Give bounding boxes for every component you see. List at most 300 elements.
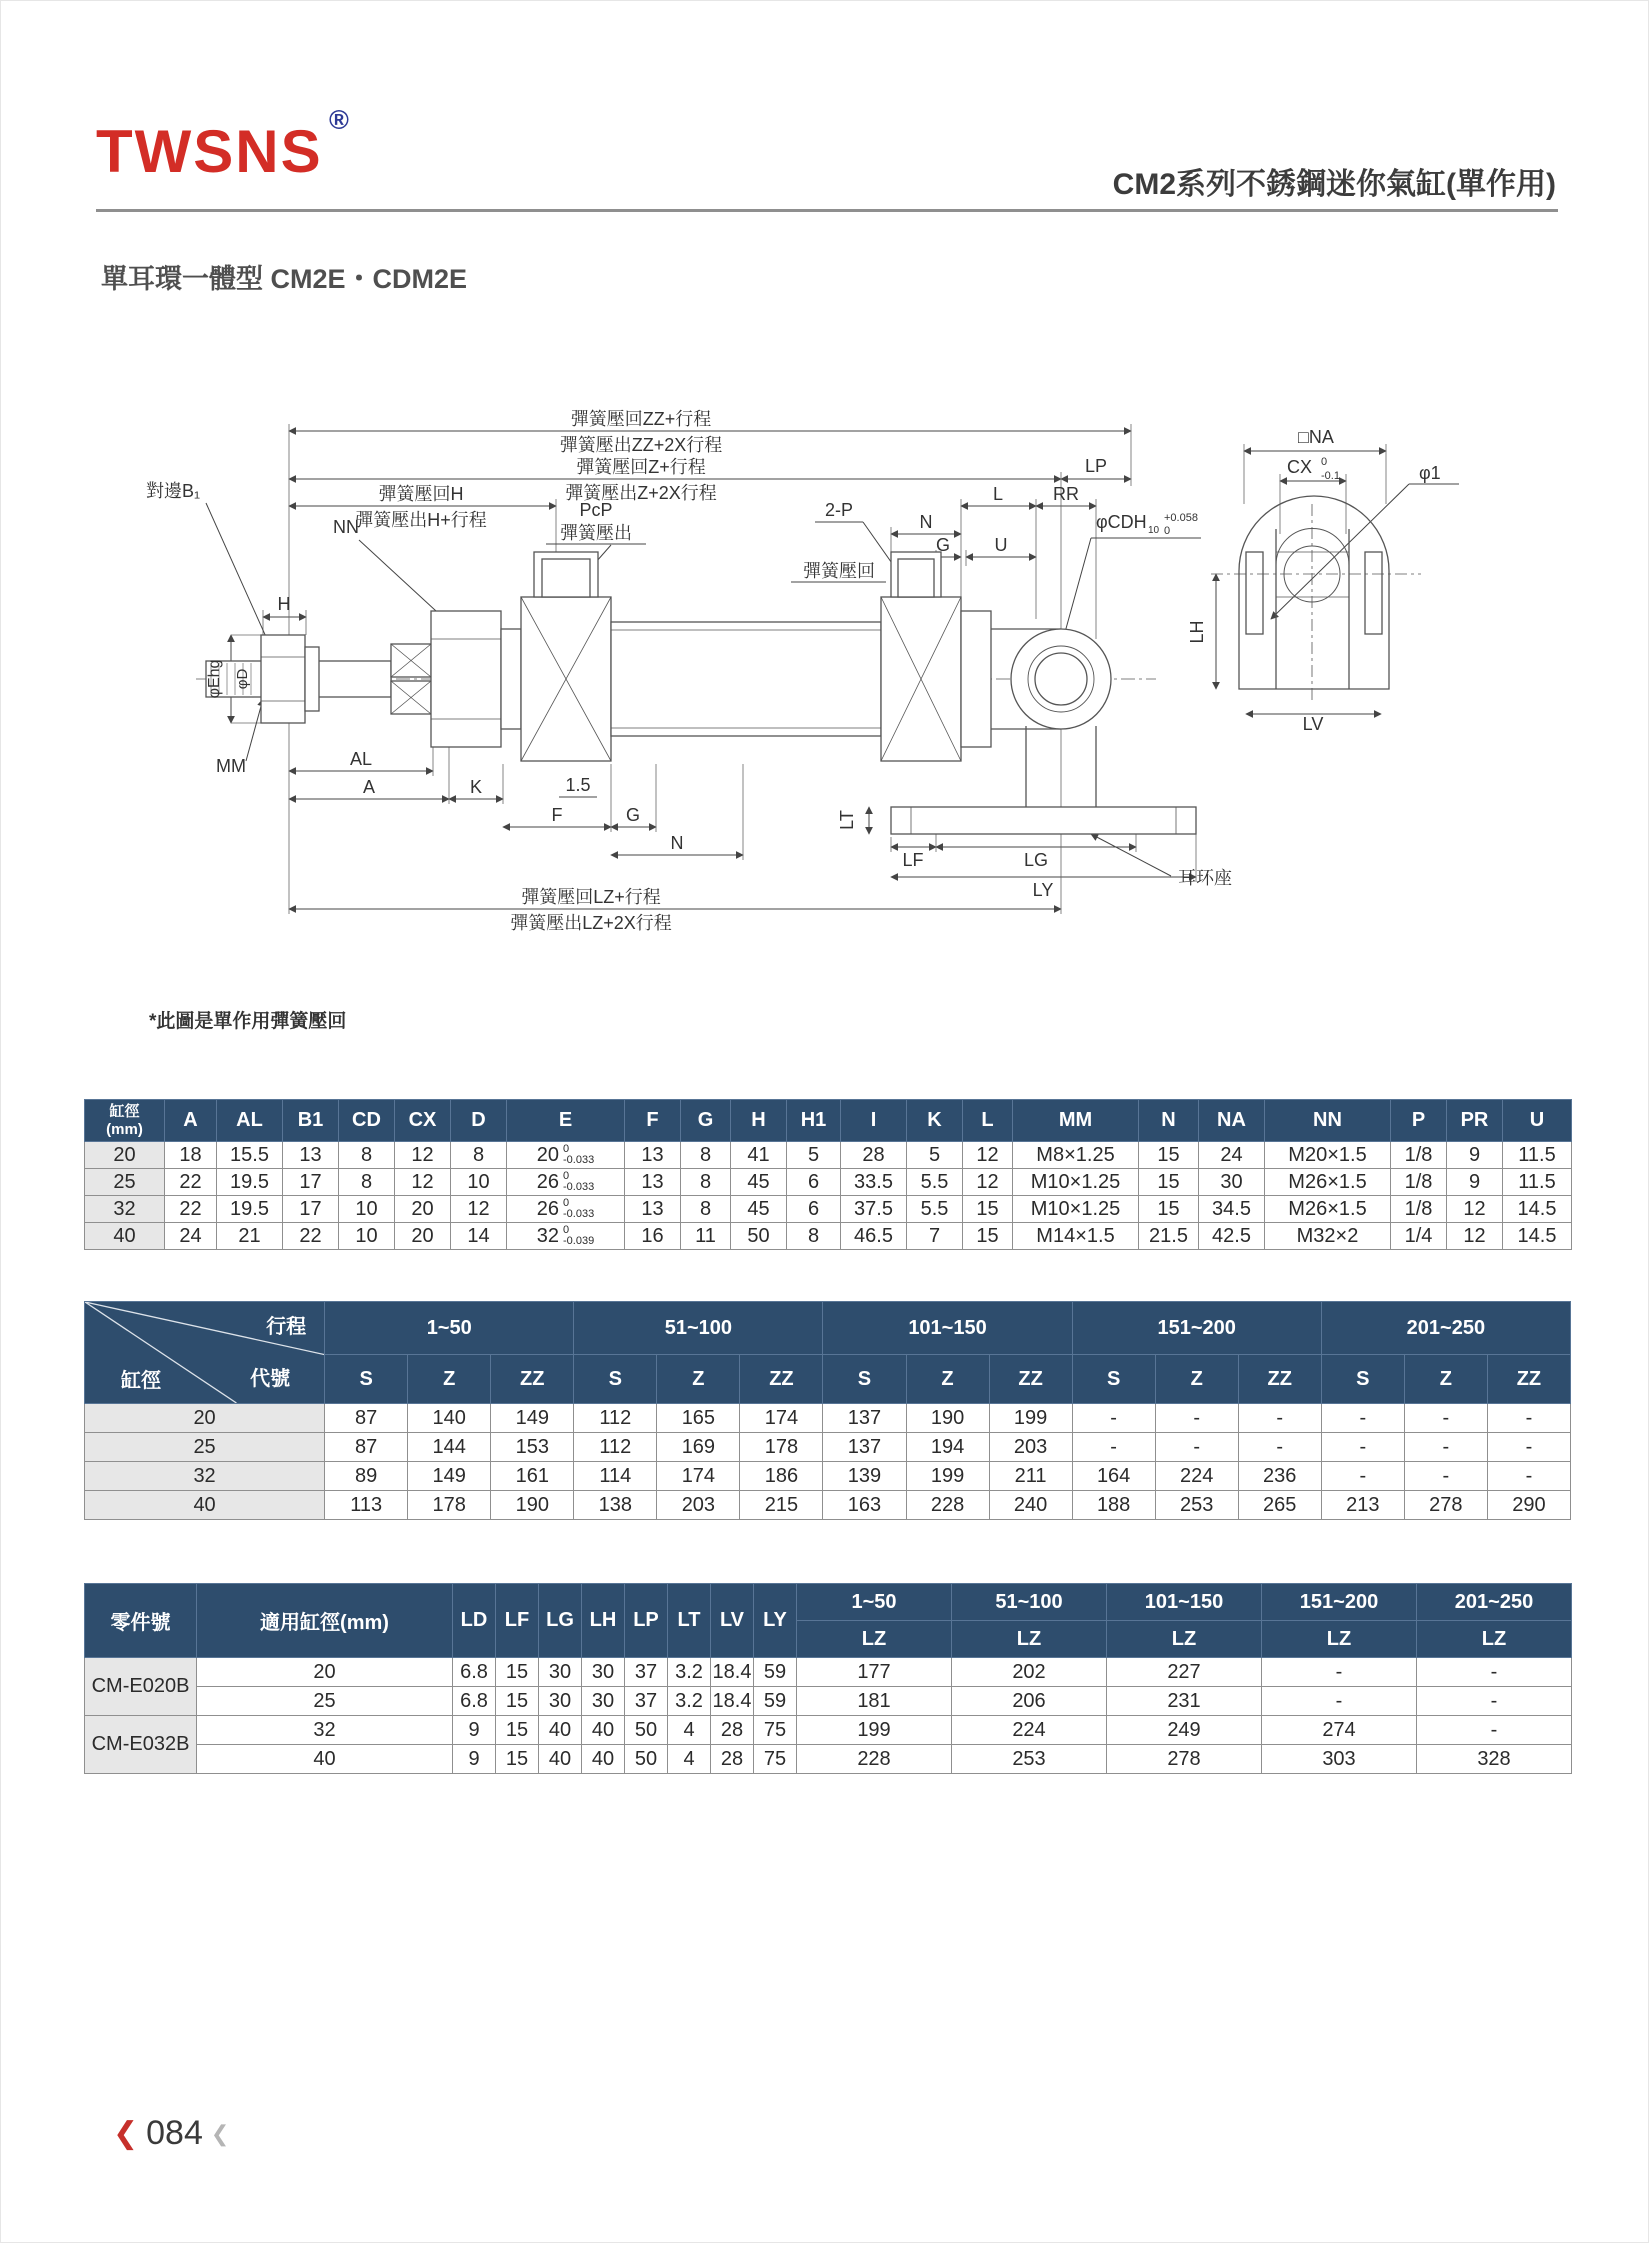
table-cell: 17 [283, 1196, 339, 1223]
column-header: K [907, 1100, 963, 1142]
page-footer [113, 2114, 229, 2153]
table-cell: 328 [1417, 1745, 1572, 1774]
table-cell: 181 [797, 1687, 952, 1716]
column-header: PR [1447, 1100, 1503, 1142]
table-cell: 161 [491, 1462, 574, 1491]
table-cell: 224 [1155, 1462, 1238, 1491]
table-cell: 1/4 [1391, 1223, 1447, 1250]
table-cell: 227 [1107, 1658, 1262, 1687]
table-cell: 190 [491, 1491, 574, 1520]
dim-label-h-return: 彈簧壓回H [378, 484, 464, 504]
table-header-row [85, 1100, 1572, 1142]
table-cell: 37 [625, 1658, 668, 1687]
stroke-range-header: 101~150 [1107, 1584, 1262, 1621]
subheader: Z [1155, 1355, 1238, 1404]
table-cell: 28 [711, 1716, 754, 1745]
table-row [85, 1745, 1572, 1774]
dim-label-2p: 2-P [824, 500, 854, 520]
table-cell: 206 [952, 1687, 1107, 1716]
table-cell: 165 [657, 1404, 740, 1433]
stroke-code-table [84, 1301, 1571, 1520]
column-header: A [165, 1100, 217, 1142]
brand-logo: TWSNS [96, 118, 323, 185]
stroke-range-header: 201~250 [1417, 1584, 1572, 1621]
table-cell: 22 [165, 1169, 217, 1196]
table-cell: 199 [797, 1716, 952, 1745]
table-cell: 40 [582, 1716, 625, 1745]
table-cell: 40 [539, 1716, 582, 1745]
table-cell: - [1238, 1404, 1321, 1433]
column-header: H [731, 1100, 787, 1142]
table-row [85, 1658, 1572, 1687]
model-subtitle: 單耳環一體型 CM2E・CDM2E [101, 264, 468, 294]
table-cell: 4 [668, 1716, 711, 1745]
column-header: F [625, 1100, 681, 1142]
subheader: ZZ [1238, 1355, 1321, 1404]
part-number-table [84, 1583, 1572, 1774]
table-cell: 12 [395, 1169, 451, 1196]
dim-label-n-bot: N [670, 833, 684, 853]
column-header: LF [496, 1584, 539, 1658]
table-cell: 30 [582, 1687, 625, 1716]
table-cell: - [1321, 1433, 1404, 1462]
table-cell: 149 [408, 1462, 491, 1491]
stroke-range-header: 151~200 [1262, 1584, 1417, 1621]
table-cell: 40 [582, 1745, 625, 1774]
table-cell: 46.5 [841, 1223, 907, 1250]
table-cell: 20 [395, 1196, 451, 1223]
table-cell: 20 [197, 1658, 453, 1687]
table-cell: 50 [731, 1223, 787, 1250]
dim-label-z-extend: 彈簧壓出Z+2X行程 [565, 483, 717, 503]
table-cell: 32 [197, 1716, 453, 1745]
table-cell: 30 [539, 1658, 582, 1687]
table-cell: 1/8 [1391, 1169, 1447, 1196]
stroke-range-header: 1~50 [797, 1584, 952, 1621]
dim-label-cx-bot: -0.1 [1321, 470, 1340, 482]
table-cell: 40 [197, 1745, 453, 1774]
subheader: S [1321, 1355, 1404, 1404]
table-cell: 153 [491, 1433, 574, 1462]
table-cell: 6 [787, 1196, 841, 1223]
table-cell: 37 [625, 1687, 668, 1716]
subheader-lz: LZ [952, 1621, 1107, 1658]
subheader: S [1072, 1355, 1155, 1404]
table-row [85, 1716, 1572, 1745]
table-cell: 11.5 [1503, 1142, 1572, 1169]
table-cell: 13 [625, 1142, 681, 1169]
table-cell: 178 [740, 1433, 823, 1462]
registered-trademark-icon: ® [329, 105, 349, 135]
table-cell: 8 [787, 1223, 841, 1250]
table-cell: - [1321, 1404, 1404, 1433]
table-cell: 8 [451, 1142, 507, 1169]
dim-label-lp: LP [1084, 456, 1108, 476]
diagonal-corner-cell [85, 1302, 325, 1404]
table-cell: CM-E032B [85, 1716, 197, 1774]
subheader: Z [1404, 1355, 1487, 1404]
table-cell: 40 [85, 1223, 165, 1250]
table-cell: 4 [668, 1745, 711, 1774]
table-cell: 10 [339, 1196, 395, 1223]
table-cell: 17 [283, 1169, 339, 1196]
column-header: U [1503, 1100, 1572, 1142]
table-cell: 30 [539, 1687, 582, 1716]
table-cell: 174 [740, 1404, 823, 1433]
table-cell: 265 [1238, 1491, 1321, 1520]
column-header: LH [582, 1584, 625, 1658]
dim-label-lt: LT [837, 810, 857, 830]
table-cell: 89 [325, 1462, 408, 1491]
table-cell: 213 [1321, 1491, 1404, 1520]
subheader: S [574, 1355, 657, 1404]
table-cell: 45 [731, 1196, 787, 1223]
table-cell: - [1417, 1716, 1572, 1745]
column-header-part: 零件號 [85, 1584, 197, 1658]
table-cell: 25 [197, 1687, 453, 1716]
subheader-lz: LZ [797, 1621, 952, 1658]
table-cell: 75 [754, 1745, 797, 1774]
dim-label-spring-out: 彈簧壓出 [560, 523, 632, 543]
table-cell: - [1155, 1433, 1238, 1462]
dim-label-g-bot: G [625, 805, 641, 825]
subheader-lz: LZ [1417, 1621, 1572, 1658]
table-cell: 50 [625, 1716, 668, 1745]
stroke-range-header: 201~250 [1321, 1302, 1570, 1355]
table-cell: M32×2 [1265, 1223, 1391, 1250]
column-header: LV [711, 1584, 754, 1658]
dim-label-side-b: 對邊B₁ [146, 481, 201, 501]
table-cell: 32 [85, 1196, 165, 1223]
table-cell: 253 [952, 1745, 1107, 1774]
column-header: E [507, 1100, 625, 1142]
table-header-row [85, 1302, 1571, 1355]
table-cell: 40 [85, 1491, 325, 1520]
table-cell: 15.5 [217, 1142, 283, 1169]
column-header: H1 [787, 1100, 841, 1142]
table-row [85, 1169, 1572, 1196]
table-cell: 138 [574, 1491, 657, 1520]
table-cell: 26 0 -0.033 [507, 1196, 625, 1223]
table-cell: M14×1.5 [1013, 1223, 1139, 1250]
table-cell: 224 [952, 1716, 1107, 1745]
dim-label-cdh-bot: 0 [1164, 525, 1171, 537]
table-cell: 1/8 [1391, 1196, 1447, 1223]
dim-label-k: K [469, 777, 483, 797]
corner-stroke-label: 行程 [266, 1316, 307, 1338]
table-row [85, 1404, 1571, 1433]
dim-label-cx: CX [1287, 457, 1313, 477]
table-row [85, 1196, 1572, 1223]
table-cell: 24 [1199, 1142, 1265, 1169]
table-cell: 144 [408, 1433, 491, 1462]
table-cell: 41 [731, 1142, 787, 1169]
table-cell: 7 [907, 1223, 963, 1250]
column-header: G [681, 1100, 731, 1142]
page-number: 084 [146, 2114, 203, 2152]
table-cell: 5 [907, 1142, 963, 1169]
table-cell: 30 [1199, 1169, 1265, 1196]
table-cell: 112 [574, 1404, 657, 1433]
table-cell: 15 [963, 1223, 1013, 1250]
table-cell: 24 [165, 1223, 217, 1250]
column-header: D [451, 1100, 507, 1142]
column-header: AL [217, 1100, 283, 1142]
subheader: ZZ [740, 1355, 823, 1404]
table-cell: 32 0 -0.039 [507, 1223, 625, 1250]
table-cell: 149 [491, 1404, 574, 1433]
column-header: LY [754, 1584, 797, 1658]
dim-label-ly: LY [1032, 880, 1054, 900]
subheader: S [823, 1355, 906, 1404]
dim-label-cdh-sub: 10 [1148, 525, 1160, 536]
table-cell: 9 [453, 1716, 496, 1745]
dim-label-nn: NN [333, 517, 359, 537]
table-cell: 10 [339, 1223, 395, 1250]
cylinder-diagram-svg [91, 404, 1461, 949]
table-cell: 303 [1262, 1745, 1417, 1774]
table-cell: M10×1.25 [1013, 1196, 1139, 1223]
table-cell: 15 [496, 1745, 539, 1774]
cylinder-technical-drawing [91, 404, 1461, 949]
table-cell: 9 [1447, 1142, 1503, 1169]
table-cell: 253 [1155, 1491, 1238, 1520]
table-cell: 211 [989, 1462, 1072, 1491]
table-cell: - [1417, 1658, 1572, 1687]
dim-label-15: 1.5 [565, 775, 591, 795]
table-cell: - [1238, 1433, 1321, 1462]
table-row [85, 1462, 1571, 1491]
table-cell: 15 [496, 1658, 539, 1687]
table-cell: - [1404, 1433, 1487, 1462]
stroke-range-header: 101~150 [823, 1302, 1072, 1355]
table-cell: 236 [1238, 1462, 1321, 1491]
table-cell: 240 [989, 1491, 1072, 1520]
table-cell: 202 [952, 1658, 1107, 1687]
table-cell: 13 [283, 1142, 339, 1169]
column-header: CX [395, 1100, 451, 1142]
dim-label-z-return: 彈簧壓回Z+行程 [576, 457, 706, 477]
column-header-bore: 適用缸徑(mm) [197, 1584, 453, 1658]
table-cell: 194 [906, 1433, 989, 1462]
table-cell: 114 [574, 1462, 657, 1491]
table-cell: 188 [1072, 1491, 1155, 1520]
table-cell: 87 [325, 1433, 408, 1462]
table-cell: 59 [754, 1687, 797, 1716]
table-cell: 3.2 [668, 1658, 711, 1687]
dim-label-d: φD [234, 668, 251, 690]
table-cell: 14.5 [1503, 1223, 1572, 1250]
table-cell: 174 [657, 1462, 740, 1491]
table-cell: - [1487, 1462, 1570, 1491]
table-cell: 5.5 [907, 1169, 963, 1196]
table-cell: 3.2 [668, 1687, 711, 1716]
table-cell: 20 [85, 1142, 165, 1169]
dimensions-table [84, 1099, 1572, 1250]
table-cell: 42.5 [1199, 1223, 1265, 1250]
table-header-row [85, 1584, 1572, 1621]
dim-label-rr: RR [1053, 484, 1079, 504]
table-cell: 19.5 [217, 1196, 283, 1223]
table-cell: 6.8 [453, 1687, 496, 1716]
table-cell: - [1262, 1658, 1417, 1687]
table-cell: 169 [657, 1433, 740, 1462]
table-cell: 199 [906, 1462, 989, 1491]
table-cell: 28 [841, 1142, 907, 1169]
table-cell: 28 [711, 1745, 754, 1774]
table-cell: 11 [681, 1223, 731, 1250]
table-cell: - [1487, 1433, 1570, 1462]
table-cell: 199 [989, 1404, 1072, 1433]
dim-label-cdh-top: +0.058 [1164, 512, 1198, 524]
table-cell: 15 [963, 1196, 1013, 1223]
table-cell: 20 0 -0.033 [507, 1142, 625, 1169]
corner-code-label: 代號 [250, 1368, 291, 1390]
column-header-bore [85, 1100, 165, 1142]
subheader: Z [657, 1355, 740, 1404]
table-cell: 21.5 [1139, 1223, 1199, 1250]
table-cell: 34.5 [1199, 1196, 1265, 1223]
dim-label-al: AL [349, 749, 373, 769]
table-cell: 13 [625, 1196, 681, 1223]
table-cell: 8 [339, 1142, 395, 1169]
table-cell: 40 [539, 1745, 582, 1774]
table-cell: 278 [1404, 1491, 1487, 1520]
column-header: MM [1013, 1100, 1139, 1142]
table-cell: 137 [823, 1404, 906, 1433]
table-cell: 45 [731, 1169, 787, 1196]
table-cell: CM-E020B [85, 1658, 197, 1716]
table-cell: 228 [906, 1491, 989, 1520]
column-header: I [841, 1100, 907, 1142]
dim-label-zz-extend: 彈簧壓出ZZ+2X行程 [559, 435, 723, 455]
table-cell: 12 [451, 1196, 507, 1223]
table-cell: 12 [1447, 1196, 1503, 1223]
table-body [85, 1404, 1571, 1520]
dim-label-lh: LH [1187, 620, 1207, 644]
table-cell: 203 [657, 1491, 740, 1520]
subheader-lz: LZ [1107, 1621, 1262, 1658]
table-cell: 87 [325, 1404, 408, 1433]
table-cell: 20 [395, 1223, 451, 1250]
table-cell: 190 [906, 1404, 989, 1433]
subheader: ZZ [1487, 1355, 1570, 1404]
table-cell: - [1404, 1462, 1487, 1491]
column-header: NN [1265, 1100, 1391, 1142]
table-cell: 14 [451, 1223, 507, 1250]
dim-label-lv: LV [1302, 714, 1324, 734]
dim-label-n-top: N [919, 512, 933, 532]
column-header: CD [339, 1100, 395, 1142]
bore-label: 缸徑 [109, 1103, 140, 1121]
dim-label-zz-return: 彈簧壓回ZZ+行程 [570, 409, 712, 429]
column-header: LD [453, 1584, 496, 1658]
table-cell: 18.4 [711, 1687, 754, 1716]
dim-label-mm: MM [216, 756, 246, 776]
stroke-range-header: 51~100 [574, 1302, 823, 1355]
table-cell: 112 [574, 1433, 657, 1462]
table-cell: 19.5 [217, 1169, 283, 1196]
dim-label-ear-seat: 耳环座 [1178, 868, 1232, 888]
table-cell: - [1072, 1433, 1155, 1462]
table-body [85, 1142, 1572, 1250]
dim-label-ehg: φEhg [206, 659, 223, 699]
table-cell: 18.4 [711, 1658, 754, 1687]
dim-label-a: A [362, 777, 376, 797]
subheader-lz: LZ [1262, 1621, 1417, 1658]
stroke-range-header: 151~200 [1072, 1302, 1321, 1355]
dim-label-lz-extend: 彈簧壓出LZ+2X行程 [510, 913, 672, 933]
dim-label-u: U [994, 535, 1008, 555]
table-cell: 8 [681, 1169, 731, 1196]
table-body [85, 1658, 1572, 1774]
table-cell: 37.5 [841, 1196, 907, 1223]
table-cell: 9 [1447, 1169, 1503, 1196]
table-cell: 231 [1107, 1687, 1262, 1716]
table-cell: 50 [625, 1745, 668, 1774]
table-cell: - [1072, 1404, 1155, 1433]
table-cell: 13 [625, 1169, 681, 1196]
table-cell: 22 [283, 1223, 339, 1250]
table-row [85, 1223, 1572, 1250]
table-cell: 5.5 [907, 1196, 963, 1223]
table-cell: 16 [625, 1223, 681, 1250]
table-cell: 177 [797, 1658, 952, 1687]
table-cell: 12 [1447, 1223, 1503, 1250]
column-header: B1 [283, 1100, 339, 1142]
table-cell: 178 [408, 1491, 491, 1520]
table-cell: 12 [395, 1142, 451, 1169]
table-cell: 32 [85, 1462, 325, 1491]
dim-label-na: □NA [1298, 427, 1334, 447]
subheader: Z [906, 1355, 989, 1404]
table-cell: 12 [963, 1142, 1013, 1169]
dim-label-lf: LF [902, 850, 924, 870]
column-header: L [963, 1100, 1013, 1142]
dim-label-lz-return: 彈簧壓回LZ+行程 [521, 887, 661, 907]
table-cell: - [1321, 1462, 1404, 1491]
table-cell: 8 [681, 1196, 731, 1223]
dim-label-h-extend: 彈簧壓出H+行程 [355, 510, 487, 530]
table-cell: 15 [496, 1687, 539, 1716]
table-cell: 21 [217, 1223, 283, 1250]
page-title: CM2系列不銹鋼迷你氣缸(單作用) [1112, 168, 1556, 201]
table-cell: 249 [1107, 1716, 1262, 1745]
table-cell: - [1417, 1687, 1572, 1716]
table-row [85, 1142, 1572, 1169]
table-cell: M10×1.25 [1013, 1169, 1139, 1196]
table-cell: 15 [1139, 1142, 1199, 1169]
header-divider [96, 209, 1558, 212]
dim-label-lg: LG [1023, 850, 1049, 870]
clevis-end-view [1211, 496, 1421, 704]
column-header: N [1139, 1100, 1199, 1142]
table-cell: 5 [787, 1142, 841, 1169]
table-cell: 26 0 -0.033 [507, 1169, 625, 1196]
table-cell: 1/8 [1391, 1142, 1447, 1169]
table-cell: 278 [1107, 1745, 1262, 1774]
stroke-range-header: 1~50 [325, 1302, 574, 1355]
table-row [85, 1491, 1571, 1520]
table-cell: M26×1.5 [1265, 1196, 1391, 1223]
table-cell: 25 [85, 1169, 165, 1196]
table-cell: 18 [165, 1142, 217, 1169]
table-cell: 33.5 [841, 1169, 907, 1196]
chevron-right-icon: ❮ [210, 2120, 230, 2146]
table-cell: 139 [823, 1462, 906, 1491]
table-cell: 6 [787, 1169, 841, 1196]
table-cell: 164 [1072, 1462, 1155, 1491]
